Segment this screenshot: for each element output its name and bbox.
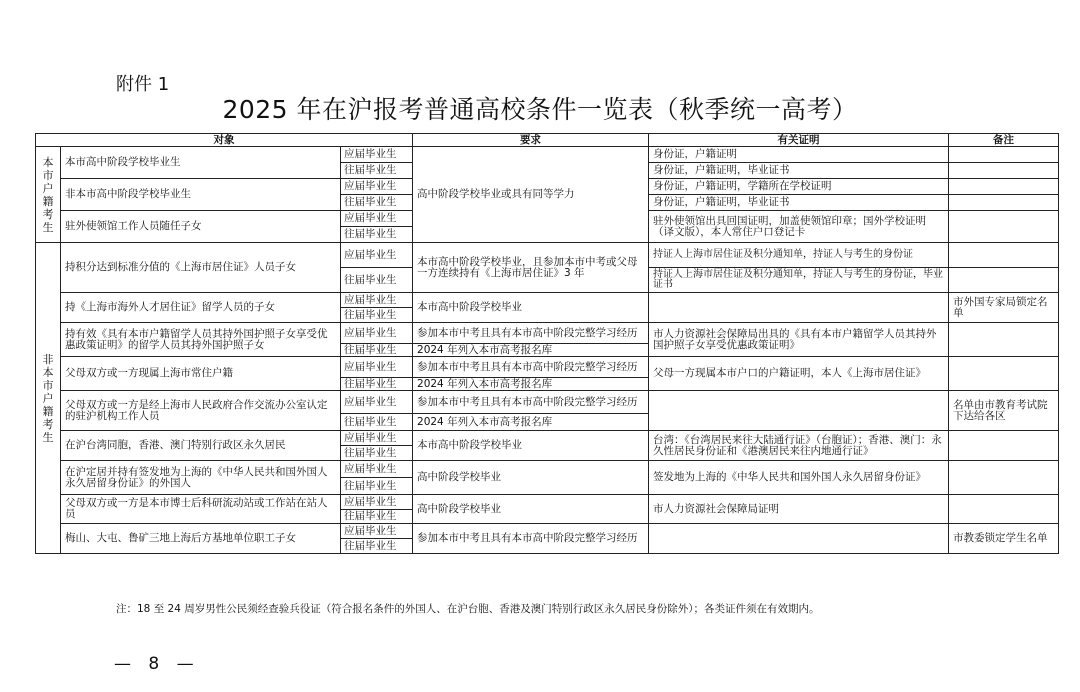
column-header-proof: 有关证明 — [649, 134, 949, 147]
proof-cell: 身份证，户籍证明，学籍所在学校证明 — [649, 179, 949, 195]
type-cell: 应届毕业生 — [341, 147, 413, 163]
table-row — [36, 391, 1059, 414]
object-cell: 持有效《具有本市户籍留学人员其持外国护照子女享受优惠政策证明》的留学人员其持外国护照子女 — [61, 323, 341, 357]
note-cell: 市教委锁定学生名单 — [949, 524, 1059, 554]
column-header-note: 备注 — [949, 134, 1059, 147]
proof-cell: 市人力资源社会保障局证明 — [649, 495, 949, 524]
note-cell — [949, 268, 1059, 293]
type-cell: 往届毕业生 — [341, 539, 413, 554]
proof-cell: 持证人上海市居住证及积分通知单，持证人与考生的身份证 — [649, 243, 949, 268]
proof-cell: 台湾：《台湾居民来往大陆通行证》（台胞证）；香港、澳门：永久性居民身份证和《港澳居民来往内地通行证》 — [649, 431, 949, 461]
table-row — [36, 495, 1059, 510]
attachment-label: 附件 1 — [116, 74, 170, 95]
type-cell: 应届毕业生 — [341, 391, 413, 414]
requirement-cell: 本市高中阶段学校毕业 — [413, 431, 649, 461]
requirement-cell: 参加本市中考且具有本市高中阶段完整学习经历 — [413, 524, 649, 554]
object-cell: 父母双方或一方是经上海市人民政府合作交流办公室认定的驻沪机构工作人员 — [61, 391, 341, 431]
proof-cell — [649, 293, 949, 323]
requirement-cell: 本市高中阶段学校毕业，且参加本市中考或父母一方连续持有《上海市居住证》3 年 — [413, 243, 649, 293]
proof-cell: 身份证，户籍证明，毕业证书 — [649, 195, 949, 211]
conditions-table — [35, 133, 1059, 554]
requirement-cell: 参加本市中考且具有本市高中阶段完整学习经历 — [413, 323, 649, 344]
object-cell: 驻外使领馆工作人员随任子女 — [61, 211, 341, 243]
requirement-cell: 高中阶段学校毕业 — [413, 495, 649, 524]
proof-cell: 签发地为上海的《中华人民共和国外国人永久居留身份证》 — [649, 461, 949, 495]
group-nonlocal-label — [36, 243, 61, 554]
object-cell: 在沪台湾同胞，香港、澳门特别行政区永久居民 — [61, 431, 341, 461]
note-cell — [949, 179, 1059, 195]
table-row — [36, 461, 1059, 478]
group-nonlocal-text: 非 本 市 户 籍 考 生 — [42, 352, 54, 444]
proof-cell: 市人力资源社会保障局出具的《具有本市户籍留学人员其持外国护照子女享受优惠政策证明》 — [649, 323, 949, 357]
type-cell: 应届毕业生 — [341, 293, 413, 308]
group-local-label — [36, 147, 61, 243]
type-cell: 往届毕业生 — [341, 163, 413, 179]
proof-cell: 身份证，户籍证明 — [649, 147, 949, 163]
object-cell: 父母双方或一方现属上海市常住户籍 — [61, 357, 341, 391]
object-cell: 非本市高中阶段学校毕业生 — [61, 179, 341, 211]
requirement-cell: 本市高中阶段学校毕业 — [413, 293, 649, 323]
type-cell: 往届毕业生 — [341, 308, 413, 323]
proof-cell: 父母一方现属本市户口的户籍证明，本人《上海市居住证》 — [649, 357, 949, 391]
requirement-cell: 高中阶段学校毕业或具有同等学力 — [413, 147, 649, 243]
requirement-cell: 2024 年列入本市高考报名库 — [413, 378, 649, 391]
note-cell — [949, 495, 1059, 524]
type-cell: 往届毕业生 — [341, 195, 413, 211]
type-cell: 往届毕业生 — [341, 414, 413, 431]
type-cell: 往届毕业生 — [341, 510, 413, 524]
object-cell: 本市高中阶段学校毕业生 — [61, 147, 341, 179]
note-cell: 名单由市教育考试院下达给各区 — [949, 391, 1059, 431]
type-cell: 应届毕业生 — [341, 243, 413, 268]
type-cell: 往届毕业生 — [341, 344, 413, 357]
note-cell — [949, 357, 1059, 391]
type-cell: 往届毕业生 — [341, 478, 413, 495]
table-row — [36, 524, 1059, 539]
table-row — [36, 293, 1059, 308]
page-number: — 8 — — [114, 654, 200, 674]
type-cell: 应届毕业生 — [341, 211, 413, 227]
table-row — [36, 323, 1059, 344]
requirement-cell: 2024 年列入本市高考报名库 — [413, 344, 649, 357]
group-local-text: 本 市 户 籍 考 生 — [42, 155, 54, 234]
type-cell: 应届毕业生 — [341, 431, 413, 446]
object-cell: 在沪定居并持有签发地为上海的《中华人民共和国外国人永久居留身份证》的外国人 — [61, 461, 341, 495]
requirement-cell: 参加本市中考且具有本市高中阶段完整学习经历 — [413, 391, 649, 414]
proof-cell — [649, 391, 949, 431]
table-header — [36, 134, 1059, 147]
type-cell: 应届毕业生 — [341, 323, 413, 344]
column-header-object: 对象 — [36, 134, 413, 147]
type-cell: 应届毕业生 — [341, 179, 413, 195]
type-cell: 往届毕业生 — [341, 268, 413, 293]
type-cell: 往届毕业生 — [341, 227, 413, 243]
column-header-requirement: 要求 — [413, 134, 649, 147]
note-cell — [949, 461, 1059, 495]
requirement-cell: 参加本市中考且具有本市高中阶段完整学习经历 — [413, 357, 649, 378]
table-row — [36, 147, 1059, 163]
note-cell — [949, 323, 1059, 357]
table-row — [36, 431, 1059, 446]
proof-cell — [649, 524, 949, 554]
proof-cell: 身份证，户籍证明，毕业证书 — [649, 163, 949, 179]
note-cell — [949, 431, 1059, 461]
type-cell: 应届毕业生 — [341, 495, 413, 510]
note-cell — [949, 195, 1059, 211]
object-cell: 梅山、大屯、鲁矿三地上海后方基地单位职工子女 — [61, 524, 341, 554]
note-cell — [949, 147, 1059, 163]
page-title: 2025 年在沪报考普通高校条件一览表（秋季统一高考） — [222, 95, 858, 124]
proof-cell: 持证人上海市居住证及积分通知单，持证人与考生的身份证，毕业证书 — [649, 268, 949, 293]
table-row — [36, 357, 1059, 378]
note-cell — [949, 243, 1059, 268]
type-cell: 应届毕业生 — [341, 461, 413, 478]
requirement-cell: 高中阶段学校毕业 — [413, 461, 649, 495]
type-cell: 往届毕业生 — [341, 378, 413, 391]
requirement-cell: 2024 年列入本市高考报名库 — [413, 414, 649, 431]
type-cell: 应届毕业生 — [341, 357, 413, 378]
note-cell — [949, 163, 1059, 179]
note-cell — [949, 211, 1059, 243]
type-cell: 往届毕业生 — [341, 446, 413, 461]
object-cell: 父母双方或一方是本市博士后科研流动站或工作站在站人员 — [61, 495, 341, 524]
note-cell: 市外国专家局锁定名单 — [949, 293, 1059, 323]
object-cell: 持积分达到标准分值的《上海市居住证》人员子女 — [61, 243, 341, 293]
table-row — [36, 243, 1059, 268]
object-cell: 持《上海市海外人才居住证》留学人员的子女 — [61, 293, 341, 323]
type-cell: 应届毕业生 — [341, 524, 413, 539]
footnote: 注：18 至 24 周岁男性公民须经查验兵役证（符合报名条件的外国人、在沪台胞、香港及澳门特别行政区永久居民身份除外）；各类证件须在有效期内。 — [116, 603, 820, 615]
proof-cell: 驻外使领馆出具回国证明，加盖使领馆印章；国外学校证明（译文版），本人常住户口登记卡 — [649, 211, 949, 243]
